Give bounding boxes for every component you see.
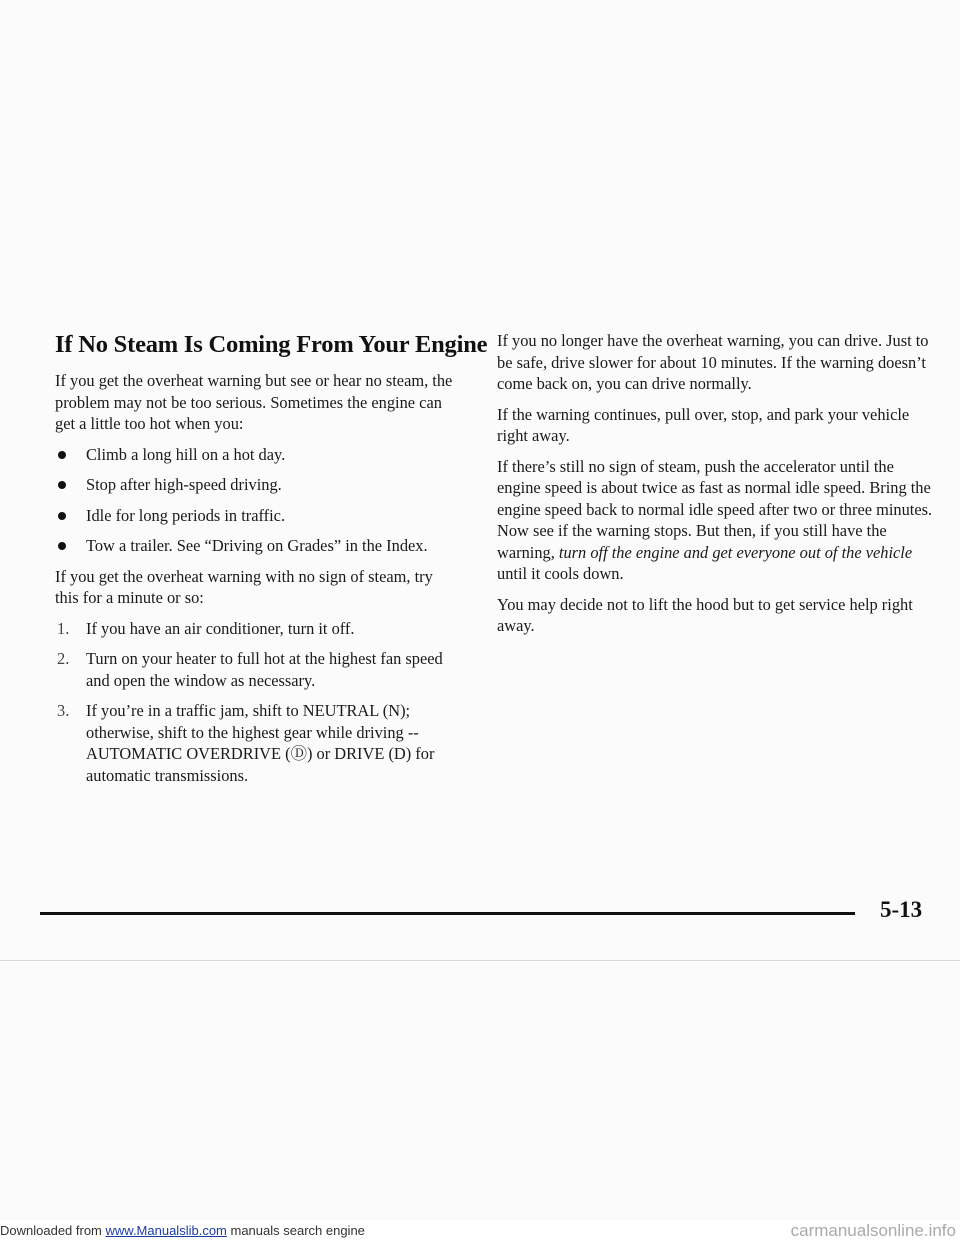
step-number: 1. xyxy=(57,618,70,638)
step-item xyxy=(55,648,455,691)
step-text: If you’re in a traffic jam, shift to NEUTRAL (N); otherwise, shift to the highest gear while driving -- AUTOMATIC OVERDRIVE (Ⓓ) or DRIVE (D) for automatic transmissions. xyxy=(86,701,435,785)
emphasis-text: turn off the engine and get everyone out of the vehicle xyxy=(558,542,913,562)
page-number: 5-13 xyxy=(880,897,923,922)
conditions-list xyxy=(55,444,455,557)
step-number: 2. xyxy=(57,649,70,668)
warning-continues-paragraph: If the warning continues, pull over, stop, and park your vehicle right away. xyxy=(497,404,910,445)
left-column xyxy=(55,330,488,795)
step-text: If you have an air conditioner, turn it off. xyxy=(86,618,355,638)
watermark: carmanualsonline.info xyxy=(790,1221,956,1240)
right-column xyxy=(497,330,937,646)
section-heading: If No Steam Is Coming From Your Engine xyxy=(55,331,488,358)
download-footer xyxy=(0,1220,960,1242)
list-item: Climb a long hill on a hot day. xyxy=(55,444,455,466)
bullet-icon xyxy=(58,542,66,550)
step-item xyxy=(55,618,455,640)
step-item xyxy=(55,700,455,786)
list-item: Tow a trailer. See “Driving on Grades” in the Index. xyxy=(55,535,455,557)
footer-rule xyxy=(40,912,855,915)
list-item: Stop after high-speed driving. xyxy=(55,474,455,496)
bullet-icon xyxy=(58,512,66,520)
list-item: Idle for long periods in traffic. xyxy=(55,505,455,527)
bullet-icon xyxy=(58,481,66,489)
source-line: Downloaded from www.Manualslib.com manuals search engine xyxy=(0,1223,365,1238)
manualslib-link[interactable]: www.Manualslib.com xyxy=(105,1223,227,1238)
step-text: Turn on your heater to full hot at the highest fan speed and open the window as necessary. xyxy=(86,649,443,690)
instructions-paragraph: If you get the overheat warning with no sign of steam, try this for a minute or so: xyxy=(55,566,433,607)
bullet-icon xyxy=(58,451,66,459)
intro-paragraph: If you get the overheat warning but see or hear no steam, the problem may not be too serious. Sometimes the engine can get a little too hot when you: xyxy=(55,371,453,433)
step-number: 3. xyxy=(57,701,70,720)
steps-list xyxy=(55,618,455,787)
drive-paragraph: If you no longer have the overheat warning, you can drive. Just to be safe, drive slower for about 10 minutes. If the warning doesn’t come back on, you can drive normally. xyxy=(497,331,929,393)
service-paragraph: You may decide not to lift the hood but to get service help right away. xyxy=(497,594,913,635)
accelerator-paragraph: If there’s still no sign of steam, push the accelerator until the engine speed is about twice as fast as normal idle speed. Bring the engine speed back to normal idle speed after two or three minutes. Now see if the warning stops. But then, if you still have the warning, turn off the engine and get everyone out of the vehicle until it cools down. xyxy=(497,456,933,583)
divider xyxy=(0,960,960,961)
